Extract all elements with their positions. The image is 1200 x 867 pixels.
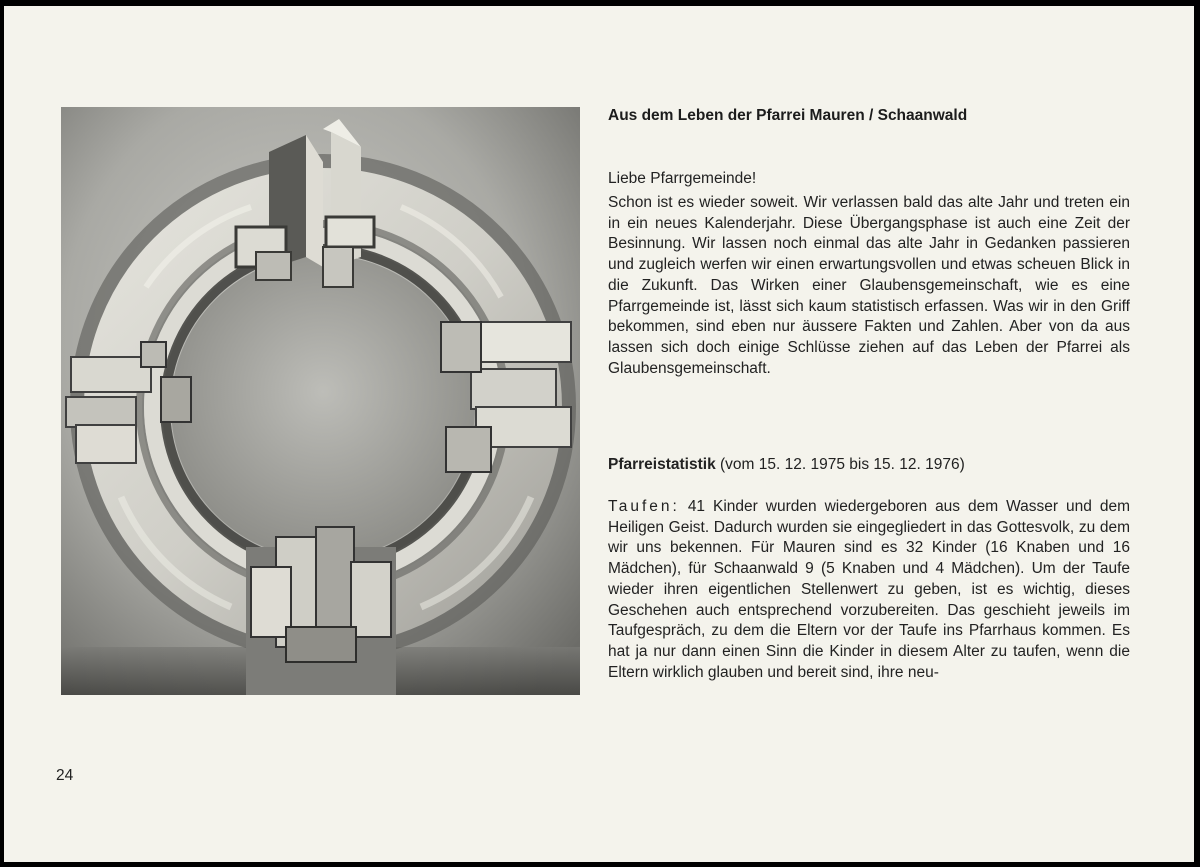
taufen-label: Taufen: [608,498,680,515]
page-heading: Aus dem Leben der Pfarrei Mauren / Schaanwald [608,107,968,124]
stats-title: Pfarreistatistik [608,456,716,473]
stats-period: (vom 15. 12. 1975 bis 15. 12. 1976) [715,456,965,473]
sculpture-image [61,107,580,695]
taufen-text: 41 Kinder wurden wiedergeboren aus dem Wasser und dem Heiligen Geist. Dadurch wurden sie eingegliedert in das Gottesvolk, zu dem wir uns bekennen. Für Mauren sind es 32 Kinder (16 Knaben und 16 Mädchen), für Schaanwald 9 (5 Knaben und 4 Mädchen). Um der Taufe wieder ihren eigentlichen Stellenwert zu geben, ist es wichtig, dieses Geschehen auch entsprechend vorzubereiten. Das geschieht jeweils im Taufgespräch, zu dem die Eltern vor der Taufe ins Pfarrhaus kommen. Es hat ja nur dann einen Sinn die Kinder in diesem Alter zu taufen, wenn die Eltern wirklich glauben und bereit sind, ihre neu- [608,498,1130,681]
taufen-paragraph [608,497,1130,683]
intro-paragraph [608,193,1130,379]
page-number: 24 [56,767,74,784]
sculpture-photo [61,107,580,695]
stats-heading [608,456,965,474]
document-page [4,6,1194,862]
greeting: Liebe Pfarrgemeinde! [608,170,757,187]
intro-text: Schon ist es wieder soweit. Wir verlassen bald das alte Jahr und treten ein in ein neues Kalenderjahr. Diese Übergangsphase ist auch eine Zeit der Besinnung. Wir lassen noch einmal das alte Jahr in Gedanken passieren und zugleich werfen wir einen erwartungsvollen und etwas scheuen Blick in die Zukunft. Das Wirken einer Glaubensgemeinschaft, wie es eine Pfarrgemeinde ist, lässt sich kaum statistisch erfassen. Was wir in den Griff bekommen, sind eben nur äussere Fakten und Zahlen. Aber von da aus lassen sich doch einige Schlüsse ziehen auf das Leben der Pfarrei als Glaubensgemeinschaft. [608,194,1130,377]
